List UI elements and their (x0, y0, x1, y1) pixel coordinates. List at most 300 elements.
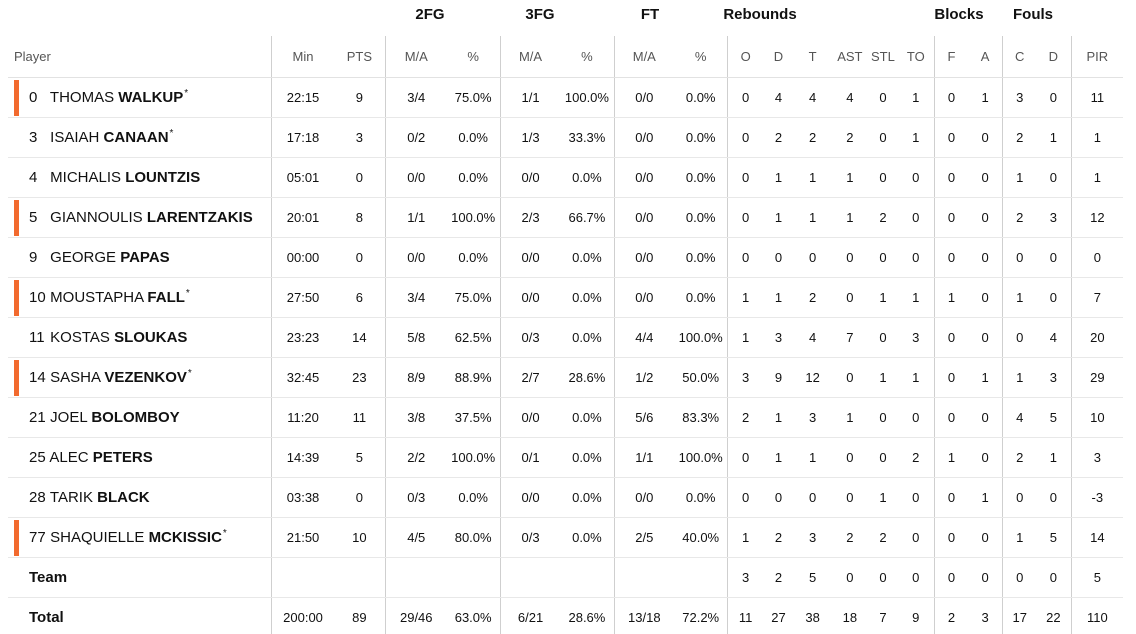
col-header-foul-d[interactable]: D (1036, 36, 1071, 77)
player-first-name: ISAIAH (50, 129, 100, 146)
stat-stl: 0 (868, 557, 897, 597)
table-body (8, 77, 1123, 634)
player-cell[interactable] (8, 237, 272, 277)
stat-ast: 1 (831, 397, 868, 437)
col-header-stl[interactable]: STL (868, 36, 897, 77)
col-header-ft-ma[interactable]: M/A (614, 36, 674, 77)
stat-reb-o: 0 (728, 117, 763, 157)
stat-2fg-ma: 8/9 (386, 357, 447, 397)
stat-foul-d: 5 (1036, 397, 1071, 437)
stat-3fg-ma: 0/0 (500, 277, 560, 317)
stat-to: 1 (897, 77, 934, 117)
stat-ast: 4 (831, 77, 868, 117)
stat-pir: 7 (1071, 277, 1123, 317)
col-header-2fg-ma[interactable]: M/A (386, 36, 447, 77)
stat-min: 21:50 (272, 517, 334, 557)
stat-ft-pct: 0.0% (674, 77, 728, 117)
stat-min: 27:50 (272, 277, 334, 317)
stat-blk-f: 1 (935, 437, 968, 477)
stat-ast: 1 (831, 197, 868, 237)
stat-pts: 8 (334, 197, 386, 237)
col-header-ast[interactable]: AST (831, 36, 868, 77)
team-row (8, 557, 1123, 597)
stat-2fg-ma (386, 557, 447, 597)
stat-blk-a: 1 (968, 77, 1003, 117)
stat-pts (334, 557, 386, 597)
stat-2fg-ma: 4/5 (386, 517, 447, 557)
stat-ft-pct: 50.0% (674, 357, 728, 397)
stat-min: 00:00 (272, 237, 334, 277)
stat-ft-pct: 83.3% (674, 397, 728, 437)
stat-ast: 0 (831, 277, 868, 317)
stat-reb-o: 1 (728, 317, 763, 357)
player-last-name[interactable]: VEZENKOV (104, 369, 187, 386)
stat-reb-t: 12 (794, 357, 831, 397)
player-last-name[interactable]: CANAAN (103, 129, 169, 146)
stat-reb-t: 5 (794, 557, 831, 597)
stat-blk-a: 0 (968, 517, 1003, 557)
player-row[interactable] (8, 117, 1123, 157)
stat-pir: 10 (1071, 397, 1123, 437)
col-header-reb-o[interactable]: O (728, 36, 763, 77)
stat-3fg-pct: 28.6% (560, 597, 614, 634)
stat-ast: 0 (831, 237, 868, 277)
player-number: 0 (29, 89, 38, 106)
stat-reb-o: 0 (728, 477, 763, 517)
stat-reb-o: 1 (728, 277, 763, 317)
stat-ast: 2 (831, 517, 868, 557)
player-row[interactable] (8, 397, 1123, 437)
player-cell[interactable] (8, 517, 272, 557)
player-last-name[interactable]: LARENTZAKIS (146, 208, 253, 226)
stat-ft-ma: 4/4 (614, 317, 674, 357)
player-row[interactable] (8, 77, 1123, 117)
stat-3fg-pct (560, 557, 614, 597)
stat-ft-pct: 0.0% (674, 477, 728, 517)
stat-to: 0 (897, 237, 934, 277)
stat-to: 0 (897, 157, 934, 197)
stat-2fg-pct: 100.0% (447, 197, 501, 237)
stat-reb-d: 1 (763, 157, 794, 197)
stat-ft-pct: 72.2% (674, 597, 728, 634)
stat-reb-t: 38 (805, 609, 820, 625)
stat-ft-ma: 2/5 (614, 517, 674, 557)
stat-pir: 0 (1071, 237, 1123, 277)
stat-blk-f: 0 (935, 317, 968, 357)
stat-reb-o: 2 (728, 397, 763, 437)
column-group-headers (0, 0, 1136, 36)
player-last-name[interactable]: PETERS (92, 448, 153, 466)
stat-pts: 6 (334, 277, 386, 317)
stat-stl: 0 (868, 317, 897, 357)
group-rebounds: Rebounds (723, 6, 797, 23)
stat-ft-pct (674, 557, 728, 597)
col-header-min[interactable]: Min (272, 36, 334, 77)
group-blocks: Blocks (934, 6, 984, 23)
stat-blk-f: 0 (935, 197, 968, 237)
stat-reb-d: 27 (771, 609, 786, 625)
player-last-name[interactable]: PAPAS (120, 248, 170, 266)
stat-3fg-ma: 2/7 (500, 357, 560, 397)
player-last-name[interactable]: BLACK (97, 488, 150, 506)
stat-blk-a: 3 (968, 597, 1003, 634)
player-cell[interactable] (8, 157, 272, 197)
stat-foul-d: 0 (1036, 557, 1071, 597)
group-3fg: 3FG (525, 6, 555, 23)
stat-reb-d: 4 (763, 77, 794, 117)
player-row[interactable] (8, 517, 1123, 557)
stat-to: 0 (897, 397, 934, 437)
stat-blk-f: 0 (935, 77, 968, 117)
stat-blk-f: 0 (935, 357, 968, 397)
player-number: 9 (29, 248, 38, 266)
stat-ast: 2 (831, 117, 868, 157)
stat-pts: 9 (334, 77, 386, 117)
stat-3fg-pct: 100.0% (560, 77, 614, 117)
stat-2fg-pct: 75.0% (447, 277, 501, 317)
player-first-name: GEORGE (50, 248, 117, 266)
stat-blk-a: 0 (968, 157, 1003, 197)
stat-pir: 110 (1086, 609, 1108, 625)
stat-3fg-pct: 0.0% (560, 477, 614, 517)
stat-min: 17:18 (272, 117, 334, 157)
col-header-reb-d[interactable]: D (763, 36, 794, 77)
stat-foul-d: 0 (1036, 277, 1071, 317)
col-header-2fg-pct[interactable]: % (447, 36, 501, 77)
stat-to: 0 (897, 557, 934, 597)
stat-foul-c: 0 (1003, 477, 1036, 517)
stat-pts: 0 (334, 237, 386, 277)
stat-blk-a: 0 (968, 557, 1003, 597)
stat-to: 0 (897, 197, 934, 237)
stat-reb-t: 1 (794, 437, 831, 477)
stat-foul-c: 1 (1003, 357, 1036, 397)
stat-to: 1 (897, 117, 934, 157)
stat-3fg-ma: 1/3 (500, 117, 560, 157)
stat-stl: 0 (868, 117, 897, 157)
player-first-name: SHAQUIELLE (50, 529, 145, 546)
stat-to: 1 (897, 277, 934, 317)
player-cell[interactable] (8, 317, 272, 357)
stat-ft-pct: 0.0% (674, 277, 728, 317)
stat-reb-d: 3 (763, 317, 794, 357)
stat-foul-c: 0 (1003, 237, 1036, 277)
stat-2fg-ma: 3/4 (386, 77, 447, 117)
stat-3fg-ma: 0/3 (500, 317, 560, 357)
stat-reb-o: 0 (728, 437, 763, 477)
team-row-label: Team (8, 557, 272, 597)
col-header-ft-pct[interactable]: % (674, 36, 728, 77)
stat-reb-t: 1 (794, 157, 831, 197)
stat-3fg-pct: 0.0% (560, 157, 614, 197)
player-row[interactable] (8, 237, 1123, 277)
stat-3fg-pct: 0.0% (560, 317, 614, 357)
stat-reb-d: 1 (763, 197, 794, 237)
stat-pir: 1 (1071, 157, 1123, 197)
boxscore-table-wrap (0, 36, 1136, 634)
stat-foul-d: 1 (1036, 117, 1071, 157)
total-row (8, 597, 1123, 634)
stat-3fg-pct: 33.3% (560, 117, 614, 157)
stat-stl: 7 (879, 609, 887, 625)
stat-pts: 5 (334, 437, 386, 477)
stat-ft-pct: 0.0% (674, 117, 728, 157)
col-header-reb-t[interactable]: T (794, 36, 831, 77)
stat-pts: 0 (334, 157, 386, 197)
player-row[interactable] (8, 277, 1123, 317)
stat-ft-ma: 0/0 (614, 277, 674, 317)
stat-blk-f: 0 (935, 117, 968, 157)
stat-ft-ma: 5/6 (614, 397, 674, 437)
stat-3fg-ma (500, 557, 560, 597)
stat-reb-t: 3 (794, 397, 831, 437)
player-row[interactable] (8, 437, 1123, 477)
stat-reb-o: 1 (728, 517, 763, 557)
stat-ft-ma: 0/0 (614, 477, 674, 517)
player-number: 77 (29, 529, 46, 546)
stat-min: 14:39 (272, 437, 334, 477)
player-first-name: KOSTAS (50, 328, 110, 346)
player-number: 5 (29, 208, 38, 226)
starter-star-mark: * (169, 128, 174, 139)
stat-blk-a: 0 (968, 317, 1003, 357)
player-number: 10 (29, 289, 46, 306)
stat-ft-ma: 1/1 (614, 437, 674, 477)
starter-star-mark: * (185, 288, 190, 299)
player-number: 25 (29, 448, 46, 466)
col-header-foul-c[interactable]: C (1003, 36, 1036, 77)
stat-2fg-ma: 5/8 (386, 317, 447, 357)
stat-foul-d: 4 (1036, 317, 1071, 357)
stat-to: 0 (897, 477, 934, 517)
stat-reb-t: 4 (794, 77, 831, 117)
stat-min: 22:15 (272, 77, 334, 117)
stat-3fg-pct: 66.7% (560, 197, 614, 237)
stat-2fg-pct: 88.9% (447, 357, 501, 397)
col-header-3fg-ma[interactable]: M/A (500, 36, 560, 77)
stat-min: 200:00 (283, 609, 323, 625)
stat-2fg-ma: 3/8 (386, 397, 447, 437)
player-row[interactable] (8, 317, 1123, 357)
stat-ft-ma: 13/18 (628, 609, 661, 625)
total-row-label: Total (8, 597, 272, 634)
player-first-name: MOUSTAPHA (50, 289, 144, 306)
stat-min: 23:23 (272, 317, 334, 357)
group-ft: FT (640, 6, 660, 23)
player-row[interactable] (8, 477, 1123, 517)
stat-reb-d: 0 (763, 237, 794, 277)
starter-indicator (14, 80, 19, 116)
stat-3fg-pct: 0.0% (560, 437, 614, 477)
player-cell[interactable] (8, 117, 272, 157)
player-row[interactable] (8, 157, 1123, 197)
col-header-player[interactable]: Player (8, 36, 272, 77)
player-cell[interactable] (8, 397, 272, 437)
stat-reb-d: 9 (763, 357, 794, 397)
stat-reb-o: 3 (728, 357, 763, 397)
player-first-name: JOEL (50, 408, 88, 426)
player-first-name: SASHA (50, 369, 101, 386)
player-last-name[interactable]: LOUNTZIS (125, 168, 201, 186)
boxscore-table (8, 36, 1123, 634)
starter-indicator (14, 280, 19, 316)
stat-pir: 29 (1071, 357, 1123, 397)
stat-ft-pct: 40.0% (674, 517, 728, 557)
stat-stl: 0 (868, 397, 897, 437)
stat-3fg-ma: 6/21 (517, 609, 544, 625)
stat-foul-c: 0 (1003, 317, 1036, 357)
stat-ft-ma: 0/0 (614, 117, 674, 157)
stat-blk-a: 0 (968, 397, 1003, 437)
stat-2fg-ma: 2/2 (386, 437, 447, 477)
player-last-name[interactable]: FALL (147, 289, 185, 306)
stat-pts: 23 (334, 357, 386, 397)
player-last-name[interactable]: MCKISSIC (148, 529, 222, 546)
stat-2fg-ma: 0/2 (386, 117, 447, 157)
player-last-name[interactable]: WALKUP (118, 89, 184, 106)
stat-blk-f: 0 (935, 237, 968, 277)
group-2fg: 2FG (415, 6, 445, 23)
stat-ft-ma: 0/0 (614, 77, 674, 117)
stat-reb-o: 0 (728, 77, 763, 117)
stat-foul-d: 0 (1036, 237, 1071, 277)
stat-ft-pct: 100.0% (674, 437, 728, 477)
stat-2fg-pct: 0.0% (447, 157, 501, 197)
stat-reb-d: 1 (763, 397, 794, 437)
stat-stl: 0 (868, 157, 897, 197)
stat-foul-d: 3 (1036, 357, 1071, 397)
player-cell[interactable] (8, 277, 272, 317)
player-last-name[interactable]: SLOUKAS (114, 328, 188, 346)
player-cell[interactable] (8, 357, 272, 397)
stat-foul-d: 0 (1036, 77, 1071, 117)
stat-2fg-pct: 63.0% (447, 597, 501, 634)
stat-min: 11:20 (272, 397, 334, 437)
col-header-to[interactable]: TO (897, 36, 934, 77)
stat-reb-d: 2 (763, 557, 794, 597)
stat-3fg-pct: 28.6% (560, 357, 614, 397)
stat-3fg-pct: 0.0% (560, 397, 614, 437)
player-cell[interactable] (8, 437, 272, 477)
stat-ast: 7 (831, 317, 868, 357)
stat-3fg-ma: 0/0 (500, 397, 560, 437)
player-first-name: GIANNOULIS (50, 208, 143, 226)
stat-pts: 14 (334, 317, 386, 357)
player-cell[interactable] (8, 197, 272, 237)
stat-pir: 3 (1071, 437, 1123, 477)
player-number: 21 (29, 408, 46, 426)
stat-stl: 2 (868, 197, 897, 237)
stat-ft-ma: 0/0 (614, 157, 674, 197)
starter-star-mark: * (222, 528, 227, 539)
stat-reb-o: 11 (738, 609, 753, 625)
player-first-name: MICHALIS (50, 168, 122, 186)
stat-to: 1 (897, 357, 934, 397)
player-cell[interactable] (8, 77, 272, 117)
stat-3fg-ma: 0/1 (500, 437, 560, 477)
stat-blk-f: 0 (935, 477, 968, 517)
stat-blk-a: 1 (968, 357, 1003, 397)
stat-pir: 1 (1071, 117, 1123, 157)
stat-3fg-ma: 1/1 (500, 77, 560, 117)
stat-reb-t: 4 (794, 317, 831, 357)
stat-min: 03:38 (272, 477, 334, 517)
stat-blk-f: 2 (947, 609, 956, 625)
stat-foul-d: 1 (1036, 437, 1071, 477)
stat-reb-t: 0 (794, 477, 831, 517)
player-first-name: TARIK (49, 488, 93, 506)
stat-min: 32:45 (272, 357, 334, 397)
col-header-pts[interactable]: PTS (334, 36, 386, 77)
stat-pts: 11 (334, 397, 386, 437)
stat-reb-o: 0 (728, 157, 763, 197)
stat-3fg-ma: 0/0 (500, 237, 560, 277)
player-row[interactable] (8, 197, 1123, 237)
stat-ft-pct: 0.0% (674, 197, 728, 237)
stat-2fg-pct: 62.5% (447, 317, 501, 357)
stat-ast: 0 (831, 557, 868, 597)
stat-reb-d: 2 (763, 517, 794, 557)
column-header-row (8, 36, 1123, 77)
stat-pts: 10 (334, 517, 386, 557)
stat-stl: 0 (868, 77, 897, 117)
stat-min (272, 557, 334, 597)
player-row[interactable] (8, 357, 1123, 397)
player-cell[interactable] (8, 477, 272, 517)
stat-reb-t: 1 (794, 197, 831, 237)
stat-ast: 0 (831, 477, 868, 517)
stat-ft-pct: 0.0% (674, 157, 728, 197)
stat-3fg-pct: 0.0% (560, 277, 614, 317)
player-first-name: THOMAS (49, 89, 115, 106)
stat-foul-c: 2 (1003, 437, 1036, 477)
stat-blk-f: 0 (935, 557, 968, 597)
stat-2fg-ma: 3/4 (386, 277, 447, 317)
col-header-blk-f[interactable]: F (935, 36, 968, 77)
stat-ft-ma: 0/0 (614, 237, 674, 277)
stat-blk-f: 1 (935, 277, 968, 317)
stat-pts: 3 (334, 117, 386, 157)
stat-3fg-ma: 0/3 (500, 517, 560, 557)
stat-blk-a: 0 (968, 117, 1003, 157)
player-first-name: ALEC (49, 448, 89, 466)
stat-min: 05:01 (272, 157, 334, 197)
stat-ft-pct: 100.0% (674, 317, 728, 357)
stat-to: 9 (897, 597, 934, 634)
stat-ast: 0 (831, 357, 868, 397)
stat-2fg-pct: 75.0% (447, 77, 501, 117)
stat-3fg-ma: 0/0 (500, 477, 560, 517)
stat-min: 20:01 (272, 197, 334, 237)
stat-ft-ma: 1/2 (614, 357, 674, 397)
stat-to: 0 (897, 517, 934, 557)
player-last-name[interactable]: BOLOMBOY (91, 408, 180, 426)
stat-foul-d: 0 (1036, 477, 1071, 517)
col-header-3fg-pct[interactable]: % (560, 36, 614, 77)
stat-2fg-pct: 37.5% (447, 397, 501, 437)
stat-stl: 0 (868, 237, 897, 277)
stat-2fg-ma: 0/3 (386, 477, 447, 517)
stat-2fg-pct: 0.0% (447, 477, 501, 517)
stat-foul-d: 0 (1036, 157, 1071, 197)
stat-stl: 1 (868, 357, 897, 397)
col-header-pir[interactable]: PIR (1071, 36, 1123, 77)
stat-2fg-pct: 0.0% (447, 237, 501, 277)
col-header-blk-a[interactable]: A (968, 36, 1003, 77)
starter-indicator (14, 360, 19, 396)
stat-foul-d: 22 (1036, 597, 1071, 634)
player-number: 28 (29, 488, 46, 506)
